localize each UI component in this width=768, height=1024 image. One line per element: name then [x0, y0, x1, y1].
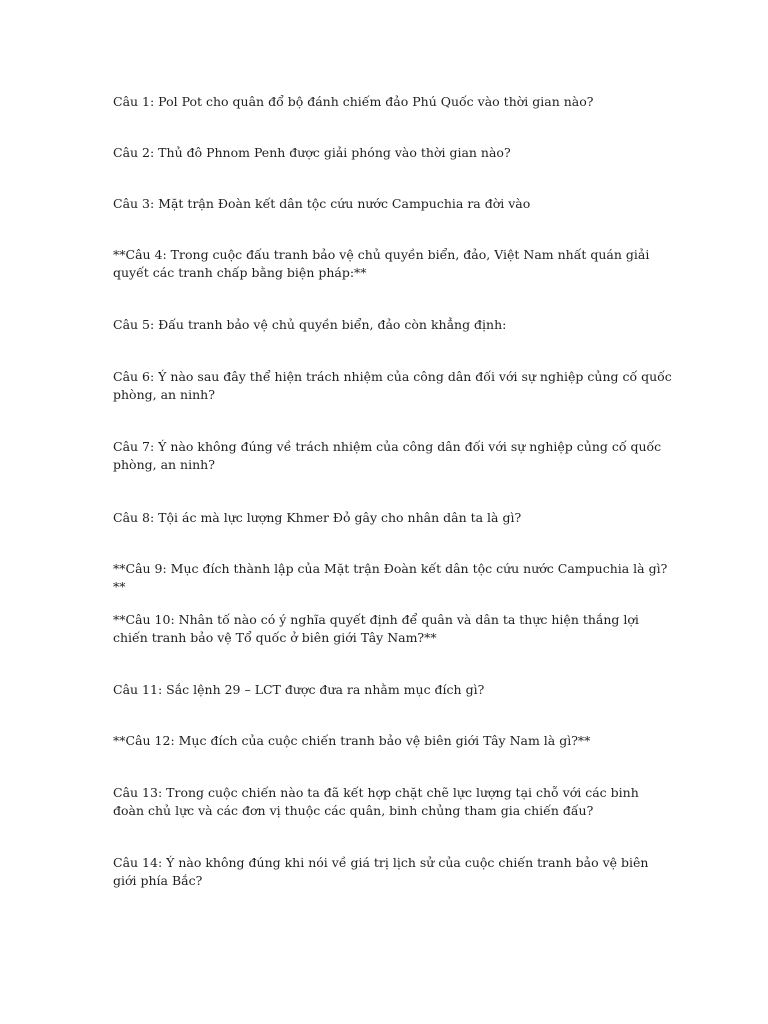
- question-10: **Câu 10: Nhân tố nào có ý nghĩa quyết định để quân và dân ta thực hiện thắng lợi chiến tranh bảo vệ Tổ quốc ở biên giới Tây Nam?**: [113, 612, 639, 645]
- question-1: Câu 1: Pol Pot cho quân đổ bộ đánh chiếm đảo Phú Quốc vào thời gian nào?: [113, 94, 594, 109]
- question-7: Câu 7: Ý nào không đúng về trách nhiệm của công dân đối với sự nghiệp củng cố quốc phòng, an ninh?: [113, 439, 662, 472]
- question-9: **Câu 9: Mục đích thành lập của Mặt trận Đoàn kết dân tộc cứu nước Campuchia là gì?**: [113, 561, 668, 594]
- question-8: Câu 8: Tội ác mà lực lượng Khmer Đỏ gây cho nhân dân ta là gì?: [113, 510, 522, 525]
- question-6: Câu 6: Ý nào sau đây thể hiện trách nhiệm của công dân đối với sự nghiệp củng cố quốc phòng, an ninh?: [113, 369, 672, 402]
- question-4: **Câu 4: Trong cuộc đấu tranh bảo vệ chủ quyền biển, đảo, Việt Nam nhất quán giải quyết các tranh chấp bằng biện pháp:**: [113, 247, 650, 280]
- question-14: Câu 14: Ý nào không đúng khi nói về giá trị lịch sử của cuộc chiến tranh bảo vệ biên giới phía Bắc?: [113, 855, 649, 888]
- question-13: Câu 13: Trong cuộc chiến nào ta đã kết hợp chặt chẽ lực lượng tại chỗ với các binh đoàn chủ lực và các đơn vị thuộc các quân, binh chủng tham gia chiến đấu?: [113, 785, 639, 818]
- question-12: **Câu 12: Mục đích của cuộc chiến tranh bảo vệ biên giới Tây Nam là gì?**: [113, 733, 591, 748]
- question-2: Câu 2: Thủ đô Phnom Penh được giải phóng vào thời gian nào?: [113, 145, 511, 160]
- question-11: Câu 11: Sắc lệnh 29 – LCT được đưa ra nhằm mục đích gì?: [113, 682, 485, 697]
- question-3: Câu 3: Mặt trận Đoàn kết dân tộc cứu nước Campuchia ra đời vào: [113, 196, 531, 211]
- question-5: Câu 5: Đấu tranh bảo vệ chủ quyền biển, đảo còn khẳng định:: [113, 317, 507, 332]
